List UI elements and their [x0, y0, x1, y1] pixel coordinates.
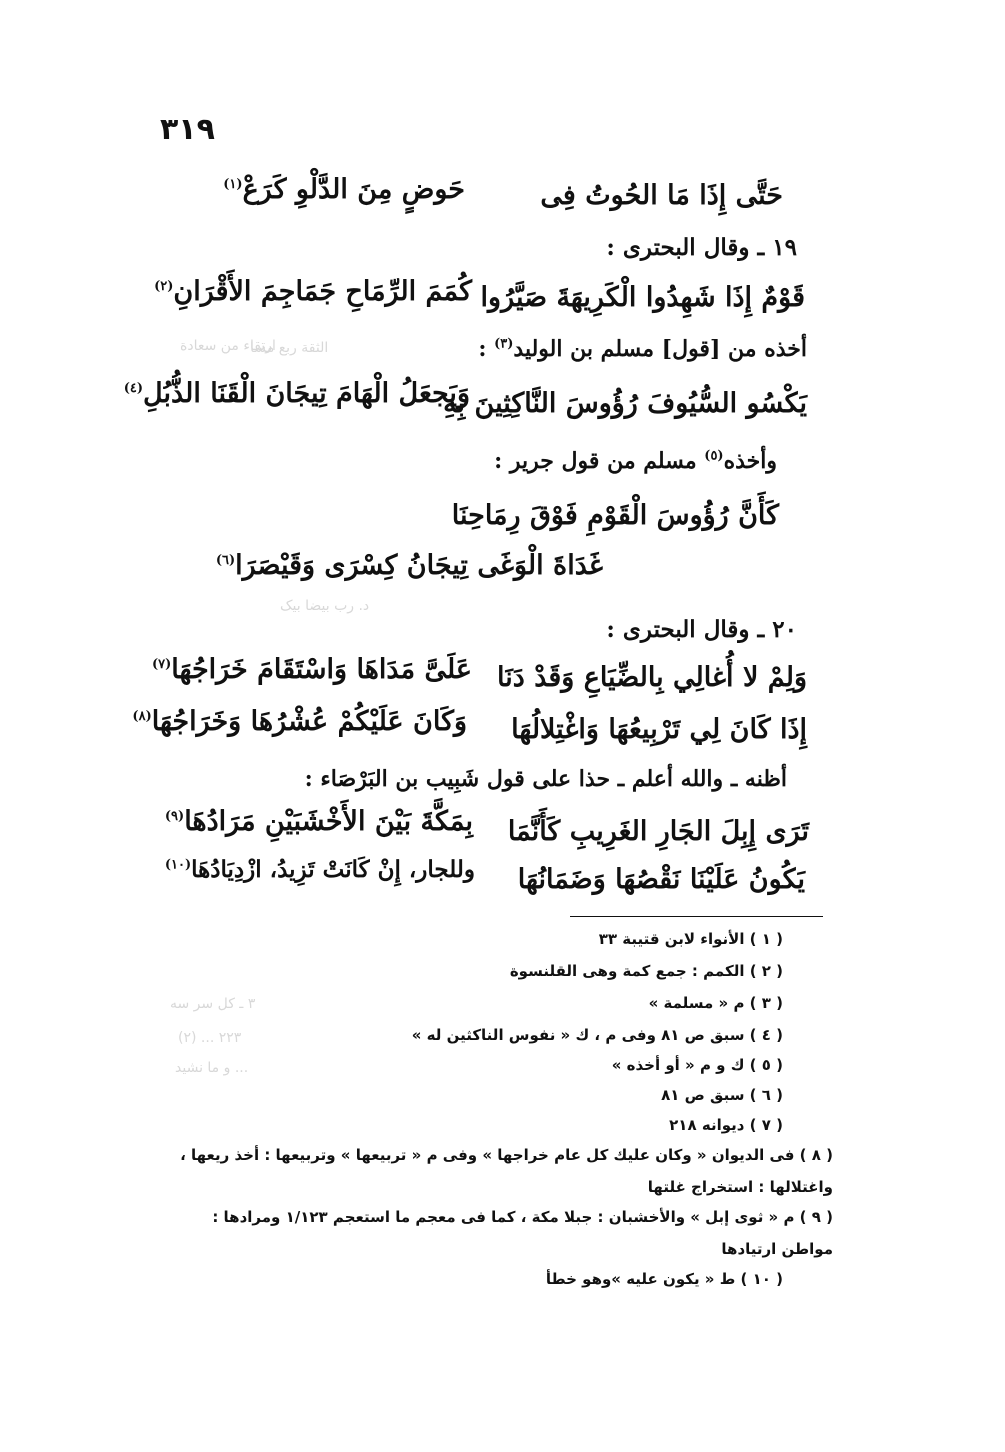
verse-line: كَأَنَّ رُؤُوسَ الْقَوْمِ فَوْقَ رِمَاحِنَا [451, 500, 779, 531]
footnote-marker: (٦) [215, 553, 236, 568]
footnote-separator [570, 916, 823, 917]
footnote: ( ٦ ) سبق ص ٨١ [661, 1086, 783, 1104]
verse-hemistich-first: يَكْسُو السُّيُوفَ رُؤُوسَ النَّاكِثِينَ بِهِ [443, 388, 807, 419]
verse-hemistich-first: وَلِمْ لا أُغالِي بِالضِّيَاعِ وَقَدْ دَنَا [497, 662, 807, 693]
footnote: ( ٣ ) م « مسلمة » [648, 994, 783, 1012]
prose-line: وأخذه$^{(٥)}$ مسلم من قول جرير : [494, 448, 777, 474]
bleed-through-text: ٢٢٣ ... (٢) [178, 1030, 242, 1046]
footnote: ( ١٠ ) ط « يكون عليه »وهو خطأ [545, 1270, 783, 1288]
verse-hemistich-first: يَكُونُ عَلَيْنَا نَقْصُهَا وَضَمَانُهَا [517, 864, 805, 895]
bleed-through-text: الثقة ربع مسا [250, 340, 329, 356]
page-number: ٣١٩ [160, 112, 215, 147]
verse-hemistich-second: وَكَانَ عَلَيْكُمْ عُشْرُهَا وَخَرَاجُهَا$^{(٨)}$ [132, 706, 467, 737]
prose-line: أظنه ـ والله أعلم ـ حذا على قول شَبِيب بن البَرْصَاء : [304, 766, 787, 792]
verse-hemistich-second: بِمَكَّةَ بَيْنَ الأَخْشَبَيْنِ مَرَادُهَا$^{(٩)}$ [164, 806, 473, 837]
section-heading: ٢٠ ـ وقال البحترى : [606, 616, 797, 643]
footnote: ( ٤ ) سبق ص ٨١ وفى م ، ك « نفوس الناكثين له » [411, 1026, 783, 1044]
footnote: ( ١ ) الأنواء لابن قتيبة ٣٣ [598, 930, 783, 948]
footnote: ( ٩ ) م « ثوى إبل » والأخشبان : جبلا مكة ، كما فى معجم ما استعجم ١/١٢٣ ومرادها : [212, 1208, 833, 1226]
footnote-marker: (٩) [164, 809, 185, 824]
verse-hemistich-second: عَلَىَّ مَدَاهَا وَاسْتَقَامَ خَرَاجُهَا$^{(٧)}$ [151, 654, 472, 685]
footnote-marker: (٣) [494, 336, 514, 352]
footnote-marker: (١) [223, 177, 243, 192]
footnote-marker: (٢) [154, 279, 174, 294]
bleed-through-text: ارتقاء من سعادة [180, 338, 276, 354]
footnote-continuation: واغتلالها : استخراج غلتها [647, 1178, 833, 1196]
footnote-marker: (٤) [123, 381, 144, 396]
footnote: ( ٧ ) ديوانه ٢١٨ [669, 1116, 783, 1134]
bleed-through-text: د. رب بیضا بیک [280, 598, 370, 614]
footnote: ( ٢ ) الكمم : جمع كمة وهى القلنسوة [509, 962, 783, 980]
footnote-continuation: مواطن ارتيادها [721, 1240, 833, 1258]
footnote-marker: (١٠) [164, 857, 192, 873]
bleed-through-text: ٣ ـ كل سر سه [170, 996, 256, 1012]
prose-line: أخذه من [قول] مسلم بن الوليد$^{(٣)}$ : [478, 336, 807, 362]
footnote: ( ٥ ) ك و م « أو أخذه » [611, 1056, 783, 1074]
footnote-marker: (٨) [132, 709, 152, 724]
verse-hemistich-first: تَرَى إِبِلَ الجَارِ الغَرِيبِ كَأَنَّمَا [507, 816, 809, 847]
verse-hemistich-second: وَيَجعَلُ الْهَامَ تِيجَانَ الْقَنَا الذُّبُلِ$^{(٤)}$ [123, 378, 470, 409]
verse-hemistich-first: حَتَّى إِذَا مَا الحُوتُ فِى [540, 180, 783, 211]
bleed-through-text: و ما نشید ... [175, 1060, 249, 1076]
verse-hemistich-second: حَوضٍ مِنَ الدَّلْوِ كَرَعْ$^{(١)}$ [223, 174, 465, 205]
verse-hemistich-second: وللجار، إِنْ كَانَتْ تَزِيدُ، ازْدِيَادُهَا$^{(١٠)}$ [164, 856, 475, 883]
footnote: ( ٨ ) فى الديوان « وكان عليك كل عام خراجها » وفى م « تربيعها » وتربيعها : أخذ ريعها ، [180, 1146, 833, 1164]
verse-hemistich-first: قَوْمٌ إِذَا شَهِدُوا الْكَرِيهَةَ صَيَّرُوا [480, 282, 805, 313]
footnote-marker: (٥) [704, 448, 724, 464]
verse-line: غَدَاةَ الْوَغَى تِيجَانُ كِسْرَى وَقَيْصَرَا$^{(٦)}$ [215, 550, 603, 581]
section-heading: ١٩ ـ وقال البحترى : [606, 234, 797, 261]
verse-hemistich-second: كُمَمَ الرِّمَاحِ جَمَاجِمَ الأَقْرَانِ$^{(٢)}$ [154, 276, 472, 307]
footnote-marker: (٧) [151, 657, 172, 672]
verse-hemistich-first: إِذَا كَانَ لِي تَرْبِيعُهَا وَاغْتِلالُهَا [511, 714, 807, 745]
